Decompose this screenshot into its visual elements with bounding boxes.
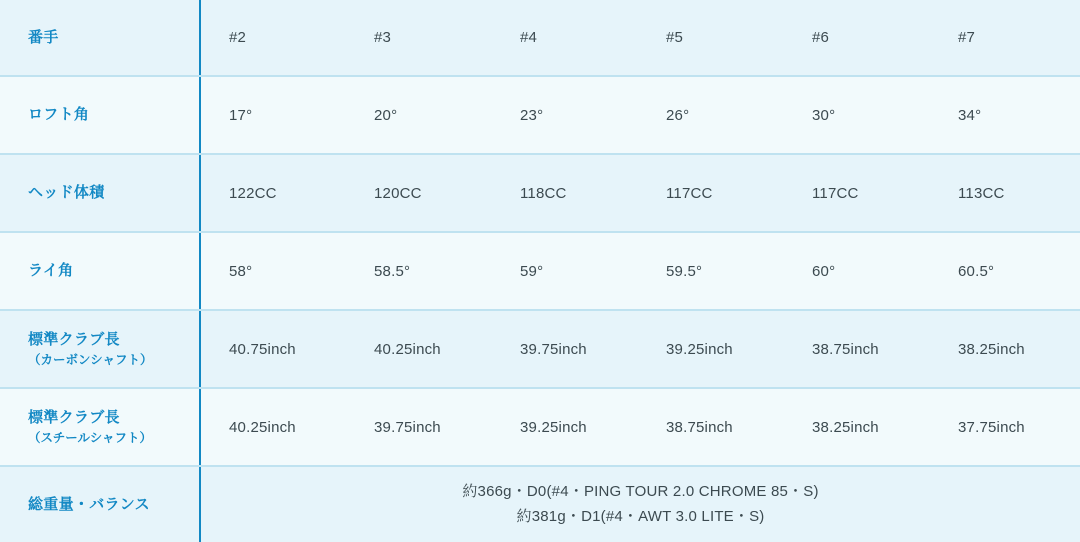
cell-length-steel-7: 37.75inch	[930, 388, 1080, 466]
row-label-head-volume	[0, 154, 200, 232]
cell-head-volume-6: 117CC	[784, 154, 930, 232]
cell-lie-angle-6: 60°	[784, 232, 930, 310]
cell-head-volume-3: 120CC	[346, 154, 492, 232]
row-label-length-graphite	[0, 310, 200, 388]
cell-length-graphite-3: 40.25inch	[346, 310, 492, 388]
cell-length-steel-4: 39.25inch	[492, 388, 638, 466]
table-row	[0, 388, 1080, 466]
cell-length-graphite-6: 38.75inch	[784, 310, 930, 388]
cell-loft-angle-4: 23°	[492, 76, 638, 154]
cell-length-graphite-5: 39.25inch	[638, 310, 784, 388]
row-label-sub: （スチールシャフト）	[28, 430, 152, 445]
cell-lie-angle-4: 59°	[492, 232, 638, 310]
row-label-total-weight-balance	[0, 466, 200, 542]
cell-club-number-7: #7	[930, 0, 1080, 76]
cell-loft-angle-7: 34°	[930, 76, 1080, 154]
row-label-length-steel	[0, 388, 200, 466]
cell-total-weight-balance	[200, 466, 1080, 542]
table-row	[0, 0, 1080, 76]
cell-head-volume-2: 122CC	[200, 154, 346, 232]
cell-loft-angle-5: 26°	[638, 76, 784, 154]
row-label-club-number	[0, 0, 200, 76]
row-label-text: 標準クラブ長	[28, 409, 120, 427]
table-row	[0, 466, 1080, 542]
cell-length-steel-2: 40.25inch	[200, 388, 346, 466]
cell-length-graphite-4: 39.75inch	[492, 310, 638, 388]
row-label-text: ヘッド体積	[28, 184, 105, 202]
cell-head-volume-5: 117CC	[638, 154, 784, 232]
cell-club-number-2: #2	[200, 0, 346, 76]
table-row	[0, 310, 1080, 388]
cell-lie-angle-3: 58.5°	[346, 232, 492, 310]
table-row	[0, 232, 1080, 310]
cell-club-number-6: #6	[784, 0, 930, 76]
cell-loft-angle-2: 17°	[200, 76, 346, 154]
row-label-loft-angle	[0, 76, 200, 154]
cell-club-number-5: #5	[638, 0, 784, 76]
row-label-text: 標準クラブ長	[28, 331, 120, 349]
row-label-text: 総重量・バランス	[28, 495, 150, 513]
cell-length-steel-3: 39.75inch	[346, 388, 492, 466]
total-weight-line-2: 約381g・D1(#4・AWT 3.0 LITE・S)	[516, 507, 765, 525]
table-row	[0, 154, 1080, 232]
cell-loft-angle-6: 30°	[784, 76, 930, 154]
row-label-sub: （カーボンシャフト）	[28, 352, 153, 367]
cell-lie-angle-5: 59.5°	[638, 232, 784, 310]
row-label-text: 番手	[28, 28, 59, 46]
cell-length-graphite-2: 40.75inch	[200, 310, 346, 388]
cell-length-graphite-7: 38.25inch	[930, 310, 1080, 388]
cell-head-volume-4: 118CC	[492, 154, 638, 232]
cell-lie-angle-2: 58°	[200, 232, 346, 310]
cell-length-steel-5: 38.75inch	[638, 388, 784, 466]
row-label-text: ライ角	[28, 262, 74, 280]
cell-club-number-3: #3	[346, 0, 492, 76]
cell-loft-angle-3: 20°	[346, 76, 492, 154]
table-row	[0, 76, 1080, 154]
cell-head-volume-7: 113CC	[930, 154, 1080, 232]
row-label-lie-angle	[0, 232, 200, 310]
total-weight-line-1: 約366g・D0(#4・PING TOUR 2.0 CHROME 85・S)	[462, 482, 819, 500]
cell-club-number-4: #4	[492, 0, 638, 76]
row-label-text: ロフト角	[28, 106, 90, 124]
cell-lie-angle-7: 60.5°	[930, 232, 1080, 310]
cell-length-steel-6: 38.25inch	[784, 388, 930, 466]
